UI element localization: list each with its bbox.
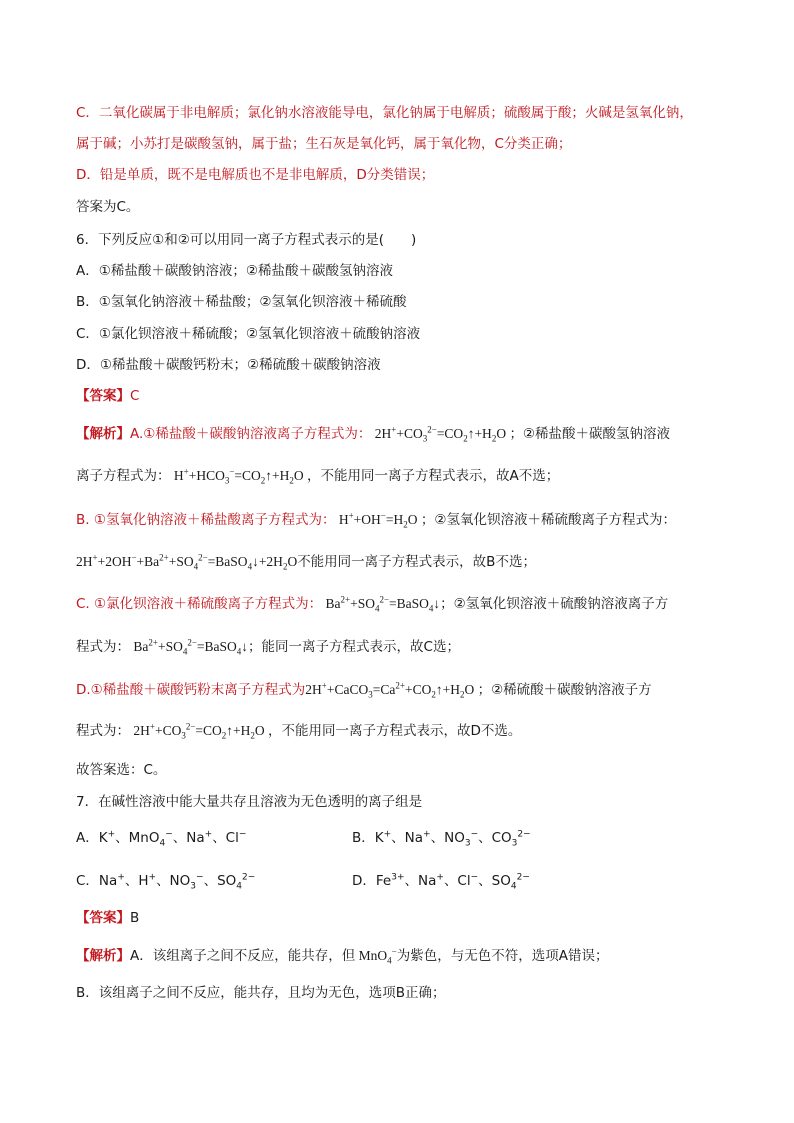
q7-analysis-a-tail: 为紫色，与无色不符，选项A错误； [396,948,609,964]
q7-stem: 7．在碱性溶液中能大量共存且溶液为无色透明的离子组是 [76,794,423,810]
q7-option-c: C．Na+、H+、$NO_3^-$、$SO_4^{2-}$ [76,872,256,892]
q6-analysis-c-tail: ；②氢氧化钡溶液＋硫酸钠溶液离子方 [440,596,669,612]
answer-label: 【答案】 [76,910,130,926]
q6-analysis-b [76,510,676,530]
q6-analysis-a-text: A.①稀盐酸＋碳酸钠溶液离子方程式为： [130,426,372,442]
equation: $2H^++CO_3^{2-}=CO_2↑+H_2O$ [371,424,510,444]
q6-analysis-a2-head: 离子方程式为： [76,468,171,484]
q6-analysis-a-line2 [76,466,559,486]
equation: $Ba^{2+}+SO_4^{2-}=BaSO_4↓$ [130,637,249,657]
q5-option-c-line2: 属于碱；小苏打是碳酸氢钠，属于盐；生石灰是氧化钙，属于氧化物，C分类正确； [76,136,572,152]
q6-analysis-a-tail: ；②稀盐酸＋碳酸氢钠溶液 [509,426,671,442]
q7-analysis-a-head: A．该组离子之间不反应，能共存，但 [130,948,356,964]
q6-final-answer: 故答案选：C。 [76,762,167,778]
q6-analysis-d-text: D.①稀盐酸＋碳酸钙粉末离子方程式为 [76,682,306,698]
equation: $Ba^{2+}+SO_4^{2-}=BaSO_4↓$ [322,594,441,614]
q6-analysis-d2-head: 程式为： [76,723,130,739]
q7-answer [76,908,139,928]
q6-analysis-c-text: C. ①氯化钡溶液＋稀硫酸离子方程式为： [76,596,323,612]
q5-option-d: D．铅是单质，既不是电解质也不是非电解质，D分类错误； [76,167,435,183]
q6-option-b: B．①氢氧化钠溶液＋稀盐酸；②氢氧化钡溶液＋稀硫酸 [76,294,407,310]
q6-answer [76,386,139,406]
q6-analysis-a [76,424,670,444]
q6-analysis-d [76,680,652,700]
q7-option-d: D．$Fe^{3+}$、Na+、Cl−、$SO_4^{2-}$ [352,872,530,892]
q6-analysis-b-line2 [76,552,536,572]
q6-option-c: C．①氯化钡溶液＋稀硫酸；②氢氧化钡溶液＋硫酸钠溶液 [76,326,421,342]
q6-stem: 6．下列反应①和②可以用同一离子方程式表示的是( ) [76,232,417,248]
q5-answer: 答案为C。 [76,199,140,215]
analysis-label: 【解析】 [76,948,130,964]
q6-analysis-b-text: B. ①氢氧化钠溶液＋稀盐酸离子方程式为： [76,512,336,528]
q6-analysis-a2-tail: ，不能用同一离子方程式表示，故A不选； [307,468,560,484]
q6-analysis-d2-tail: ，不能用同一离子方程式表示，故D不选。 [268,723,522,739]
q6-option-a: A．①稀盐酸＋碳酸钠溶液；②稀盐酸＋碳酸氢钠溶液 [76,263,393,279]
q5-option-c-line1: C．二氧化碳属于非电解质；氯化钠水溶液能导电，氯化钠属于电解质；硫酸属于酸；火碱是氢氧化钠， [76,105,693,121]
q7-analysis-b: B．该组离子之间不反应，能共存，且均为无色，选项B正确； [76,985,446,1001]
q6-analysis-c2-tail: ；能同一离子方程式表示，故C选； [248,639,460,655]
answer-value: B [130,910,140,926]
q6-analysis-b2-tail: 不能用同一离子方程式表示，故B不选； [297,554,536,570]
q6-analysis-b-tail: ；②氢氧化钡溶液＋稀硫酸离子方程式为： [420,512,676,528]
equation: $2H^++2OH^-+Ba^{2+}+SO_4^{2-}=BaSO_4↓+2H_2O$ [76,552,298,572]
q6-analysis-d-tail: ；②稀硫酸＋碳酸钠溶液子方 [477,682,652,698]
q6-analysis-c-line2 [76,637,460,657]
q6-analysis-d-line2 [76,721,521,741]
equation: $2H^++CO_3^{2-}=CO_2↑+H_2O$ [130,721,269,741]
analysis-label: 【解析】 [76,426,130,442]
equation: $2H^++CaCO_3=Ca^{2+}+CO_2↑+H_2O$ [305,680,478,700]
q7-analysis-a [76,946,608,966]
answer-label: 【答案】 [76,388,130,404]
equation: $H^++HCO_3^-=CO_2↑+H_2O$ [170,466,308,486]
q6-analysis-c2-head: 程式为： [76,639,130,655]
q6-option-d: D．①稀盐酸＋碳酸钙粉末；②稀硫酸＋碳酸钠溶液 [76,357,381,373]
formula: MnO$_4$− [355,946,397,966]
q7-option-b: B．K+、Na+、$NO_3^-$、$CO_3^{2-}$ [352,829,531,849]
answer-value: C [130,388,140,404]
q7-option-a: A．K+、MnO$_4$−、Na+、Cl− [76,829,247,849]
equation: $H^++OH^-=H_2O$ [335,510,421,530]
q6-analysis-c [76,594,668,614]
